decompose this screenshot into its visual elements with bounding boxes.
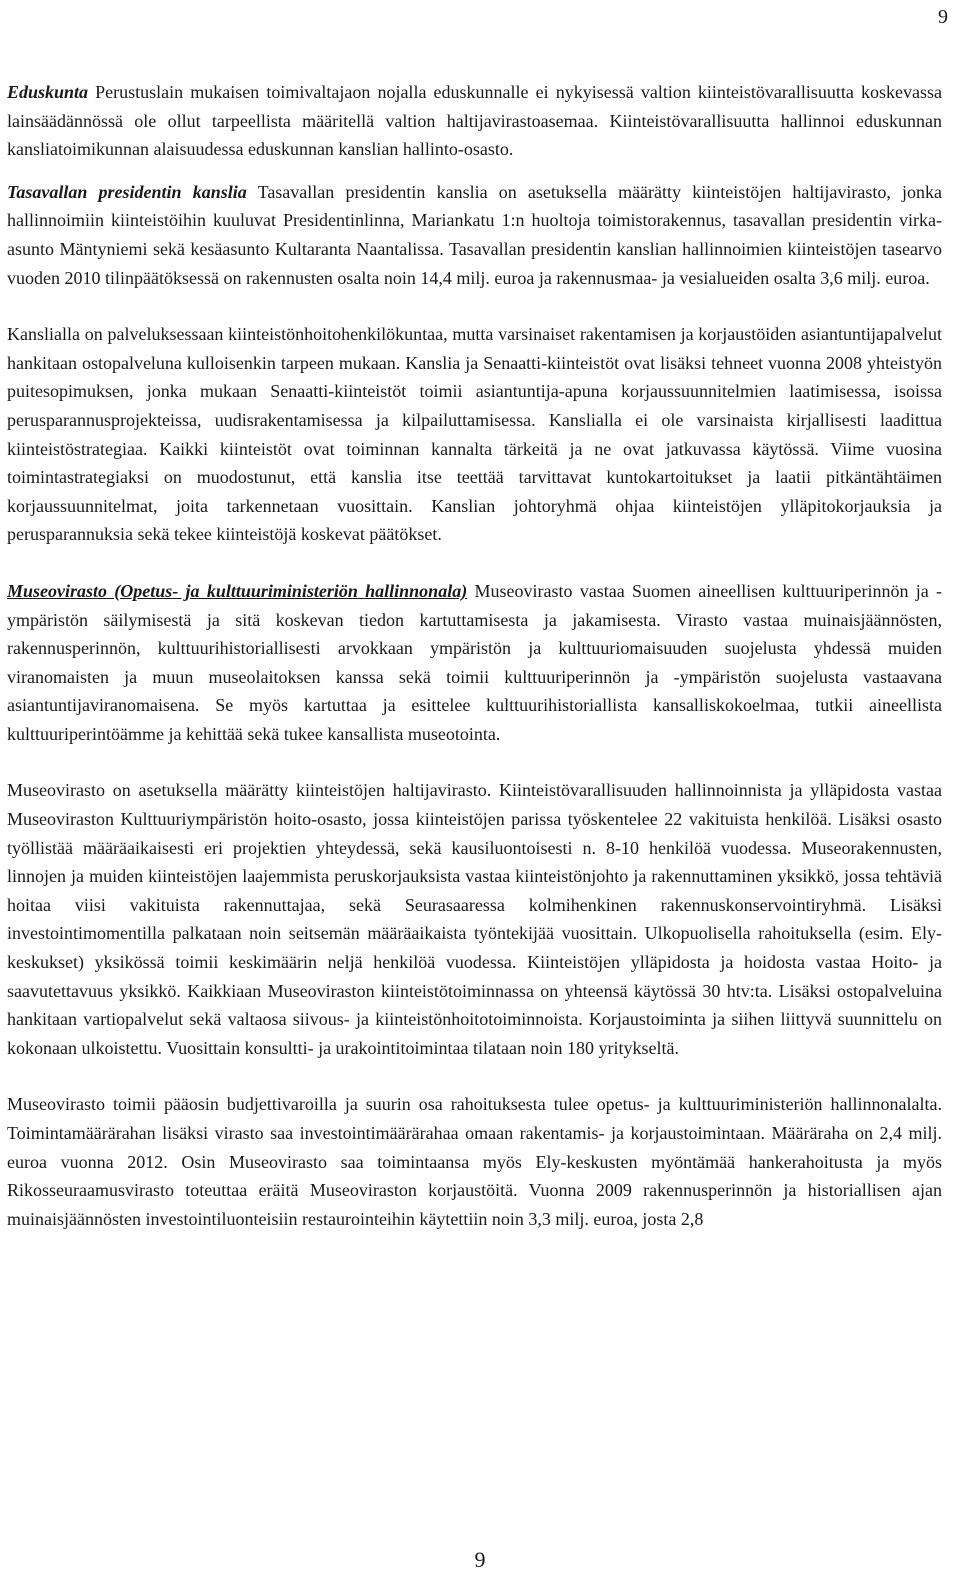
paragraph-museovirasto-haltija (7, 776, 942, 1062)
paragraph-text: Kanslialla on palveluksessaan kiinteistönhoitohenkilökuntaa, mutta varsinaiset rakentamisen ja korjaustöiden asiantuntijapalvelut hankitaan ostopalveluna kulloisenkin tarpeen mukaan. Kanslia ja Senaatti-kiinteistöt ovat lisäksi tehneet vuonna 2008 yhteistyön puitesopimuksen, jonka mukaan Senaatti-kiinteistöt toimii asiantuntija-apuna korjaussuunnitelmien laatimisessa, isoissa perusparannusprojekteissa, uudisrakentamisessa ja kilpailuttamisessa. Kanslialla ei ole varsinaista kirjallisesti laadittua kiinteistöstrategiaa. Kaikki kiinteistöt ovat toiminnan kannalta tärkeitä ja ne ovat jatkuvassa käytössä. Viime vuosina toimintastrategiaksi on muodostunut, että kanslia itse teettää tarvittavat kuntokartoitukset ja laatii pitkäntähtäimen korjaussuunnitelmat, joita tarkennetaan vuosittain. Kanslian johtoryhmä ohjaa kiinteistöjen ylläpitokorjauksia ja perusparannuksia sekä tekee kiinteistöjä koskevat päätökset. (7, 324, 942, 545)
paragraph-text: Museovirasto on asetuksella määrätty kiinteistöjen haltijavirasto. Kiinteistövarallisuuden hallinnoinnista ja ylläpidosta vastaa Museoviraston Kulttuuriympäristön hoito-osasto, jossa kiinteistöjen parissa työskentelee 22 vakituista henkilöä. Lisäksi osasto työllistää määräaikaisesti eri projektien yhteydessä, sekä kausiluontoisesti n. 8-10 henkilöä vuodessa. Museorakennusten, linnojen ja muiden kiinteistöjen laajemmista peruskorjauksista vastaa kiinteistönjohto ja rakennuttaminen yksikkö, jossa tehtäviä hoitaa viisi vakituista rakennuttajaa, sekä Seurasaaressa kolmihenkinen rakennuskonservointiryhmä. Lisäksi investointimomentilla palkataan noin seitsemän määräaikaista työntekijää vuosittain. Ulkopuolisella rahoituksella (esim. Ely-keskukset) yksikössä toimii keskimäärin neljä henkilöä vuodessa. Kiinteistöjen ylläpidosta ja hoidosta vastaa Hoito- ja saavutettavuus yksikkö. Kaikkiaan Museoviraston kiinteistötoiminnassa on yhteensä käytössä 30 htv:ta. Lisäksi ostopalveluina hankitaan vartiopalvelut sekä valtaosa siivous- ja kiinteistönhoitotoiminnoista. Korjaustoiminta ja siihen liittyvä suunnittelu on kokonaan ulkoistettu. Vuosittain konsultti- ja urakointitoimintaa tilataan noin 180 yritykseltä. (7, 780, 942, 1058)
section-lead-eduskunta: Eduskunta (7, 82, 89, 102)
paragraph-presidentin-kanslia (7, 178, 942, 292)
paragraph-kanslia-palvelut (7, 320, 942, 549)
paragraph-text: Tasavallan presidentin kanslia on asetuksella määrätty kiinteistöjen haltijavirasto, jonka hallinnoimiin kiinteistöihin kuuluvat Presidentinlinna, Mariankatu 1:n huoltoja toimistorakennus, tasavallan presidentin virka-asunto Mäntyniemi sekä kesäasunto Kultaranta Naantalissa. Tasavallan presidentin kanslian hallinnoimien kiinteistöjen tasearvo vuoden 2010 tilinpäätöksessä on rakennusten osalta noin 14,4 milj. euroa ja rakennusmaa- ja vesialueiden osalta 3,6 milj. euroa. (7, 181, 942, 288)
paragraph-text: Museovirasto toimii pääosin budjettivaroilla ja suurin osa rahoituksesta tulee opetus- ja kulttuuriministeriön hallinnonalalta. Toimintamäärärahan lisäksi virasto saa investointimäärärahaa omaan rakentamis- ja korjaustoimintaan. Määräraha on 2,4 milj. euroa vuonna 2012. Osin Museovirasto saa toimintaansa myös Ely-keskusten myöntämää hankerahoitusta ja myös Rikosseuraamusvirasto toteuttaa eräitä Museoviraston korjaustöitä. Vuonna 2009 rakennusperinnön ja historiallisen ajan muinaisjäännösten investointiluonteisiin restaurointeihin käytettiin noin 3,3 milj. euroa, josta 2,8 (7, 1094, 942, 1229)
paragraph-text: Museovirasto vastaa Suomen aineellisen kulttuuriperinnön ja -ympäristön säilymisestä ja sitä koskevan tiedon kartuttamisesta ja jakamisesta. Virasto vastaa muinaisjäännösten, rakennusperinnön, kulttuurihistoriallisesti arvokkaan ympäristön ja kulttuuriomaisuuden suojelusta yhdessä muiden viranomaisten ja muun museolaitoksen kanssa sekä toimii kulttuuriperinnön ja -ympäristön suojelusta vastaavana asiantuntijaviranomaisena. Se myös kartuttaa ja esittelee kulttuurihistoriallista kansalliskokoelmaa, tutkii aineellista kulttuuriperintöämme ja kehittää sekä tukee kansallista museotointa. (7, 580, 942, 744)
document-body (7, 78, 942, 1233)
paragraph-museovirasto-rahoitus (7, 1090, 942, 1233)
section-lead-presidentin-kanslia: Tasavallan presidentin kanslia (7, 181, 247, 202)
paragraph-text: Perustuslain mukaisen toimivaltajaon nojalla eduskunnalle ei nykyisessä valtion kiinteistövarallisuutta koskevassa lainsäädännössä ole ollut tarpeellista määritellä valtion haltijavirastoasemaa. Kiinteistövarallisuutta hallinnoi eduskunnan kansliatoimikunnan alaisuudessa eduskunnan kanslian hallinto-osasto. (7, 82, 942, 160)
page-number-top: 9 (938, 6, 948, 28)
section-lead-museovirasto: Museovirasto (Opetus- ja kulttuuriministeriön hallinnonala) (7, 580, 468, 601)
paragraph-eduskunta (7, 78, 942, 164)
page-number-bottom: 9 (474, 1547, 486, 1572)
paragraph-museovirasto (7, 577, 942, 749)
